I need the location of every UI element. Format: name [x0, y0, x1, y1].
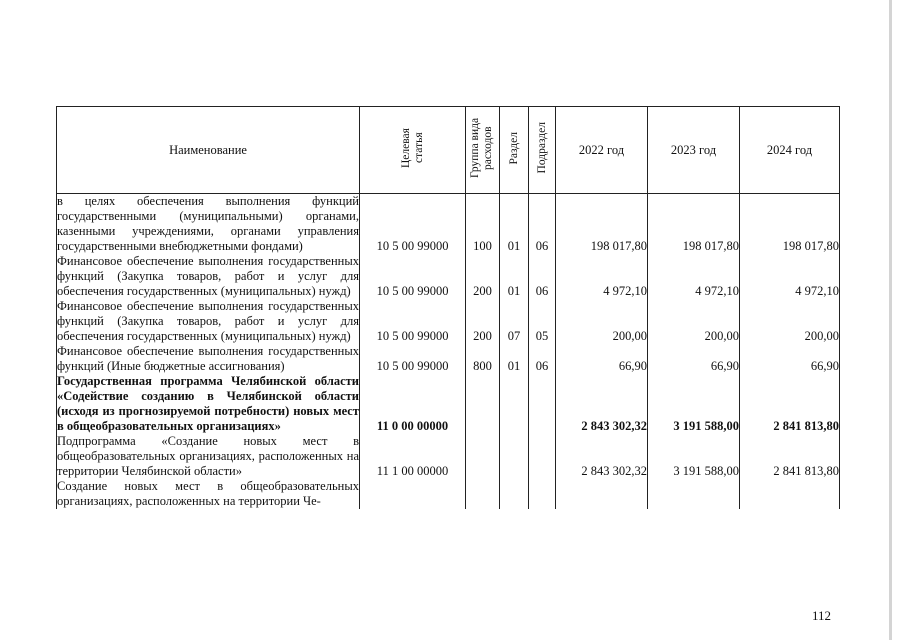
row-section: 01	[500, 194, 529, 255]
row-2023: 198 017,80	[648, 194, 740, 255]
table-row	[57, 344, 840, 374]
row-2023: 66,90	[648, 344, 740, 374]
row-section	[500, 479, 529, 509]
header-2022	[556, 107, 648, 194]
header-2024-label: 2024 год	[766, 142, 813, 157]
header-2024	[740, 107, 840, 194]
row-2024: 198 017,80	[740, 194, 840, 255]
row-name: Создание новых мест в общеобразовательных организациях, расположенных на территории Че-	[57, 479, 359, 508]
table-row	[57, 254, 840, 299]
row-target: 11 1 00 00000	[360, 434, 466, 479]
row-target: 11 0 00 00000	[360, 374, 466, 434]
row-2023: 4 972,10	[648, 254, 740, 299]
row-2022: 4 972,10	[556, 254, 648, 299]
row-section: 07	[500, 299, 529, 344]
header-2022-label: 2022 год	[578, 142, 625, 157]
row-2024: 2 841 813,80	[740, 434, 840, 479]
row-section: 01	[500, 254, 529, 299]
header-subsection-label: Подраздел	[535, 122, 548, 174]
row-subsection	[529, 374, 556, 434]
header-target	[360, 107, 466, 194]
row-2023: 3 191 588,00	[648, 374, 740, 434]
row-name: Финансовое обеспечение выполнения государственных функций (Иные бюджетные ассигнования)	[57, 344, 359, 373]
scan-edge	[889, 0, 892, 640]
row-2024: 4 972,10	[740, 254, 840, 299]
row-2024: 200,00	[740, 299, 840, 344]
header-2023-label: 2023 год	[670, 142, 717, 157]
row-subsection: 05	[529, 299, 556, 344]
row-section	[500, 374, 529, 434]
header-subsection	[529, 107, 556, 194]
budget-table	[56, 106, 840, 509]
row-2023: 200,00	[648, 299, 740, 344]
row-target: 10 5 00 99000	[360, 254, 466, 299]
row-name: Подпрограмма «Создание новых мест в общеобразовательных организациях, расположенных на территории Челябинской области»	[57, 434, 359, 478]
header-name-label: Наименование	[169, 142, 247, 157]
header-name	[57, 107, 360, 194]
header-2023	[648, 107, 740, 194]
row-2023	[648, 479, 740, 509]
row-target: 10 5 00 99000	[360, 194, 466, 255]
row-subsection	[529, 479, 556, 509]
table-row	[57, 194, 840, 255]
row-2022: 2 843 302,32	[556, 434, 648, 479]
row-subsection	[529, 434, 556, 479]
row-section	[500, 434, 529, 479]
row-2022	[556, 479, 648, 509]
row-subsection: 06	[529, 194, 556, 255]
row-group	[466, 374, 500, 434]
header-group-label: Группа вида расходов	[468, 117, 494, 179]
row-2024: 66,90	[740, 344, 840, 374]
table-row	[57, 479, 840, 509]
table-row	[57, 434, 840, 479]
row-2024: 2 841 813,80	[740, 374, 840, 434]
header-section	[500, 107, 529, 194]
row-2024	[740, 479, 840, 509]
row-2022: 200,00	[556, 299, 648, 344]
table-row	[57, 299, 840, 344]
row-group: 800	[466, 344, 500, 374]
row-name: Финансовое обеспечение выполнения государственных функций (Закупка товаров, работ и услуг для обеспечения государственных (муниципальных) нужд)	[57, 254, 359, 298]
row-group	[466, 434, 500, 479]
row-group: 200	[466, 299, 500, 344]
row-subsection: 06	[529, 254, 556, 299]
row-2022: 66,90	[556, 344, 648, 374]
row-group	[466, 479, 500, 509]
row-section: 01	[500, 344, 529, 374]
page-number: 112	[812, 608, 832, 623]
row-name: Государственная программа Челябинской области «Содействие созданию в Челябинской области (исходя из прогнозируемой потребности) новых мест в общеобразовательных организациях»	[57, 374, 359, 433]
row-name: Финансовое обеспечение выполнения государственных функций (Закупка товаров, работ и услуг для обеспечения государственных (муниципальных) нужд)	[57, 299, 359, 343]
row-group: 200	[466, 254, 500, 299]
header-group	[466, 107, 500, 194]
row-2022: 2 843 302,32	[556, 374, 648, 434]
row-name: в целях обеспечения выполнения функций государственными (муниципальными) органами, казенными учреждениями, органами управления государственными внебюджетными фондами)	[57, 194, 359, 253]
row-2022: 198 017,80	[556, 194, 648, 255]
row-subsection: 06	[529, 344, 556, 374]
table-row	[57, 374, 840, 434]
table-header-row	[57, 107, 840, 194]
header-target-label: Целевая статья	[399, 128, 425, 168]
row-2023: 3 191 588,00	[648, 434, 740, 479]
row-target: 10 5 00 99000	[360, 344, 466, 374]
row-group: 100	[466, 194, 500, 255]
row-target	[360, 479, 466, 509]
row-target: 10 5 00 99000	[360, 299, 466, 344]
header-section-label: Раздел	[507, 131, 520, 165]
